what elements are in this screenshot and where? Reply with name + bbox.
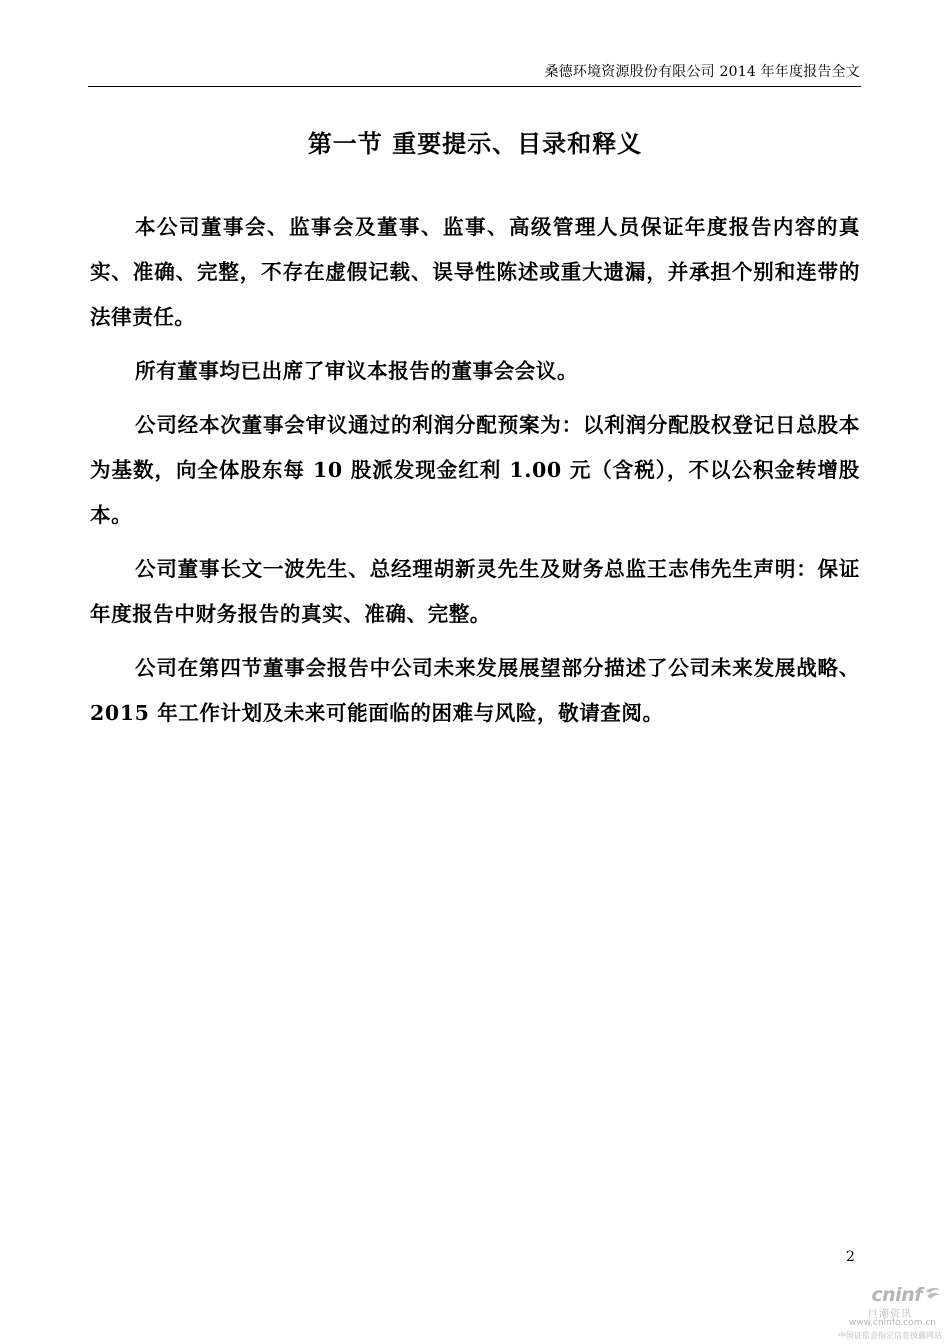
paragraph-executives-statement: 公司董事长文一波先生、总经理胡新灵先生及财务总监王志伟先生声明：保证年度报告中财务报告的真实、准确、完整。	[90, 557, 860, 626]
paragraph-board-guarantee: 本公司董事会、监事会及董事、监事、高级管理人员保证年度报告内容的真实、准确、完整，不存在虚假记载、误导性陈述或重大遗漏，并承担个别和连带的法律责任。	[90, 215, 860, 329]
watermark-url: www.cninfo.com.cn	[848, 1318, 936, 1328]
body-text	[90, 205, 860, 745]
cninfo-watermark	[832, 1284, 942, 1342]
running-header: 桑德环境资源股份有限公司 2014 年年度报告全文	[544, 64, 860, 80]
watermark-org: 中国证监会指定信息披露网站	[838, 1331, 942, 1340]
paragraph-future-outlook: 公司在第四节董事会报告中公司未来发展展望部分描述了公司未来发展战略、2015 年工作计划及未来可能面临的困难与风险，敬请查阅。	[90, 656, 860, 725]
header-divider	[88, 86, 861, 87]
swirl-logo-icon	[924, 1286, 942, 1302]
paragraph-directors-attendance: 所有董事均已出席了审议本报告的董事会会议。	[135, 359, 579, 383]
watermark-cn-name: 巨潮资讯	[868, 1309, 912, 1320]
paragraph-profit-distribution: 公司经本次董事会审议通过的利润分配预案为：以利润分配股权登记日总股本为基数，向全体股东每 10 股派发现金红利 1.00 元（含税），不以公积金转增股本。	[90, 413, 860, 527]
watermark-logo-text: cninf	[871, 1284, 922, 1306]
section-title: 第一节 重要提示、目录和释义	[307, 129, 643, 158]
page-number: 2	[846, 1249, 855, 1265]
